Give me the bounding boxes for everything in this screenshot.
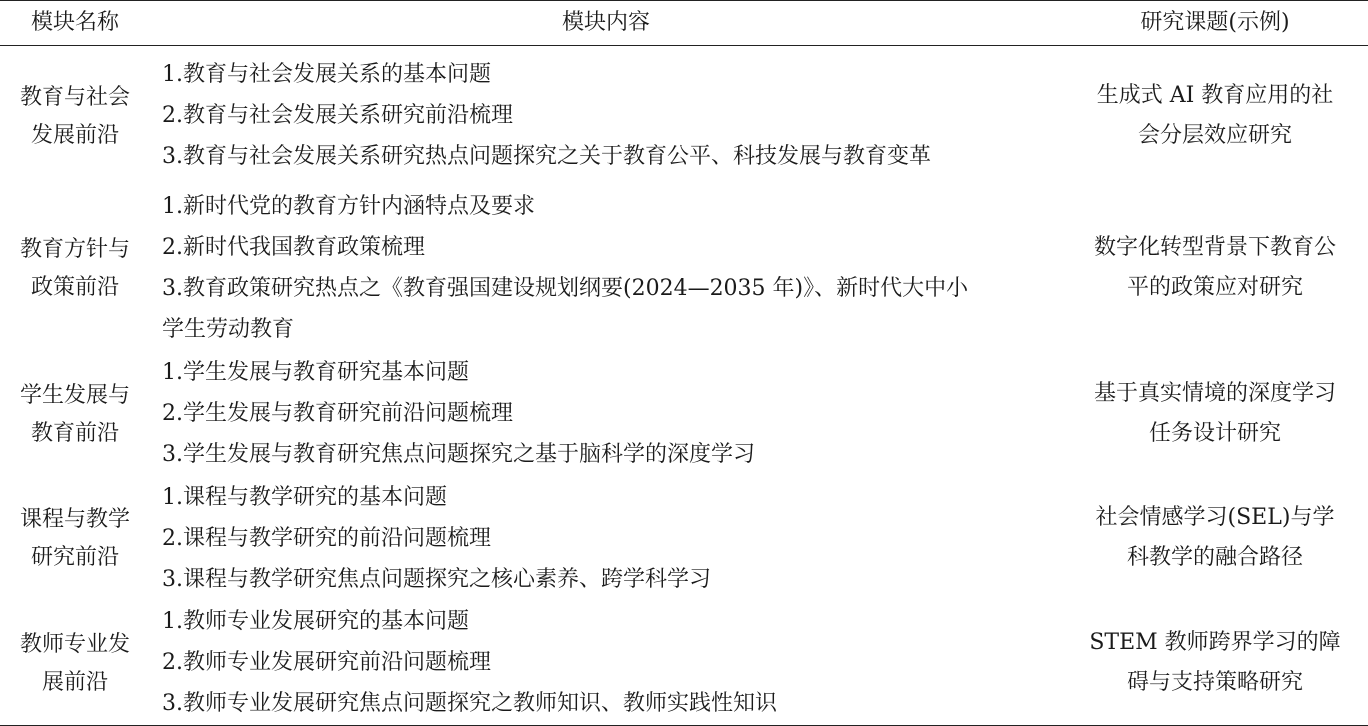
module-name-cell	[0, 185, 150, 351]
header-module-name: 模块名称	[30, 10, 119, 35]
module-name-line: 发展前沿	[30, 122, 119, 148]
content-item: 1.学生发展与教育研究基本问题	[162, 360, 469, 385]
table-row	[0, 476, 1368, 600]
module-name-line: 展前沿	[41, 669, 108, 695]
topic-line: STEM 教师跨界学习的障	[1089, 629, 1341, 655]
content-item: 3.教师专业发展研究焦点问题探究之教师知识、教师实践性知识	[162, 691, 777, 716]
module-name-line: 政策前沿	[30, 275, 119, 300]
table-row	[0, 46, 1368, 186]
topic-line: 碍与支持策略研究	[1126, 669, 1303, 695]
module-name-cell	[0, 351, 150, 476]
content-item: 1.教育与社会发展关系的基本问题	[162, 62, 491, 87]
content-item: 1.课程与教学研究的基本问题	[162, 484, 447, 510]
content-item: 3.学生发展与教育研究焦点问题探究之基于脑科学的深度学习	[162, 442, 755, 467]
topic-line: 基于真实情境的深度学习	[1093, 380, 1336, 406]
module-content-cell	[150, 185, 1062, 351]
research-topic-cell	[1062, 46, 1368, 186]
topic-line: 平的政策应对研究	[1126, 275, 1303, 300]
content-item: 2.课程与教学研究的前沿问题梳理	[162, 525, 491, 551]
content-item: 3.教育与社会发展关系研究热点问题探究之关于教育公平、科技发展与教育变革	[162, 144, 931, 169]
table-row	[0, 185, 1368, 351]
topic-line: 社会情感学习(SEL)与学	[1095, 505, 1335, 530]
topic-line: 数字化转型背景下教育公	[1093, 235, 1336, 260]
module-name-line: 教育与社会	[19, 84, 130, 110]
module-content-cell	[150, 351, 1062, 476]
topic-line: 生成式 AI 教育应用的社	[1096, 82, 1334, 108]
module-name-cell	[0, 600, 150, 726]
module-name-line: 研究前沿	[30, 545, 119, 570]
table-header-row	[0, 1, 1368, 46]
content-item: 1.新时代党的教育方针内涵特点及要求	[162, 194, 535, 219]
module-content-cell	[150, 600, 1062, 726]
content-item: 1.教师专业发展研究的基本问题	[162, 609, 469, 634]
content-item: 2.教育与社会发展关系研究前沿梳理	[162, 103, 513, 128]
topic-line: 科教学的融合路径	[1126, 545, 1303, 570]
module-name-line: 教育方针与	[19, 237, 130, 262]
header-module-content: 模块内容	[561, 10, 650, 35]
content-item: 3.教育政策研究热点之《教育强国建设规划纲要(2024—2035 年)》、新时代大中小	[162, 276, 969, 301]
content-item: 2.学生发展与教育研究前沿问题梳理	[162, 401, 513, 426]
table-row	[0, 600, 1368, 726]
topic-line: 任务设计研究	[1148, 420, 1281, 446]
module-name-cell	[0, 46, 150, 186]
topic-line: 会分层效应研究	[1137, 122, 1292, 148]
module-name-line: 教育前沿	[30, 420, 119, 446]
header-research-topic: 研究课题(示例)	[1140, 10, 1290, 35]
content-item-continuation: 学生劳动教育	[162, 317, 295, 342]
content-item: 3.课程与教学研究焦点问题探究之核心素养、跨学科学习	[162, 566, 711, 592]
research-topic-cell	[1062, 185, 1368, 351]
content-item: 2.新时代我国教育政策梳理	[162, 235, 425, 260]
research-topic-cell	[1062, 600, 1368, 726]
module-content-cell	[150, 476, 1062, 600]
module-content-cell	[150, 46, 1062, 186]
module-name-cell	[0, 476, 150, 600]
module-name-line: 教师专业发	[19, 631, 130, 657]
research-topic-cell	[1062, 351, 1368, 476]
module-name-line: 学生发展与	[19, 382, 130, 408]
content-item: 2.教师专业发展研究前沿问题梳理	[162, 650, 491, 675]
table-row	[0, 351, 1368, 476]
research-topic-cell	[1062, 476, 1368, 600]
module-name-line: 课程与教学	[19, 507, 130, 532]
